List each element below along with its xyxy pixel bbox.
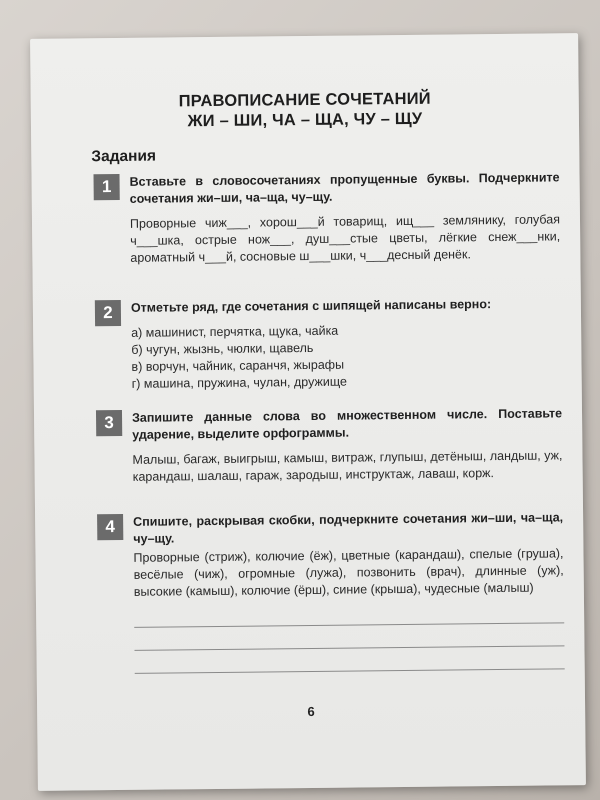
task-number-badge: 4 (97, 514, 123, 540)
task-2 (95, 295, 562, 393)
task-question: Спишите, раскрывая скобки, подчеркните сочетания жи–ши, ча–ща, чу–щу. (133, 510, 564, 546)
workbook-page (30, 33, 586, 791)
title-line-1: ПРАВОПИСАНИЕ СОЧЕТАНИЙ (178, 89, 431, 111)
task-number-badge: 2 (95, 300, 121, 326)
task-question: Отметьте ряд, где сочетания с шипящей написаны верно: (130, 297, 492, 315)
option-b: б) чугун, жызнь, чюлки, щавель (131, 340, 314, 357)
task-text: Проворные (стриж), колючие (ёж), цветные (карандаш), спелые (груша), весёлые (чиж), огромные (лужа), позвонить (врач), длинные (уж), высокие (камыш), колючие (ёрш), синие (крыша), чудесные (малыш) (133, 546, 564, 599)
task-question: Запишите данные слова во множественном числе. Поставьте ударение, выделите орфограммы. (131, 406, 563, 442)
title-line-2: ЖИ – ШИ, ЧА – ЩА, ЧУ – ЩУ (187, 109, 423, 131)
answer-line (134, 622, 564, 628)
option-c: в) ворчун, чайник, саранчя, жырафы (131, 357, 345, 374)
task-3 (96, 405, 563, 486)
task-4 (97, 509, 565, 674)
section-heading: Задания (91, 147, 157, 166)
option-d: г) машина, пружина, чулан, дружище (131, 374, 347, 391)
options-list (131, 320, 562, 392)
task-question: Вставьте в словосочетаниях пропущенные буквы. Подчеркните сочетания жи–ши, ча–ща, чу–щу. (129, 170, 560, 206)
answer-line (135, 668, 565, 674)
task-1 (93, 169, 560, 267)
task-number-badge: 3 (96, 410, 122, 436)
answer-line (134, 645, 564, 651)
task-number-badge: 1 (93, 174, 119, 200)
option-a: а) машинист, перчятка, щука, чайка (131, 323, 339, 340)
page-number: 6 (307, 703, 315, 720)
page-title (31, 87, 579, 133)
task-text: Проворные чиж___, хорош___й товарищ, ищ___ землянику, голубая ч___шка, острые нож___, душ___стые цветы, лёгкие снеж___нки, ароматный ч___й, сосновые ш___шки, ч___десный денёк. (129, 212, 561, 265)
task-text: Малыш, багаж, выигрыш, камыш, витраж, глупыш, детёныш, ландыш, уж, карандаш, шалаш, гараж, зародыш, инструктаж, лаваш, корж. (132, 448, 563, 484)
